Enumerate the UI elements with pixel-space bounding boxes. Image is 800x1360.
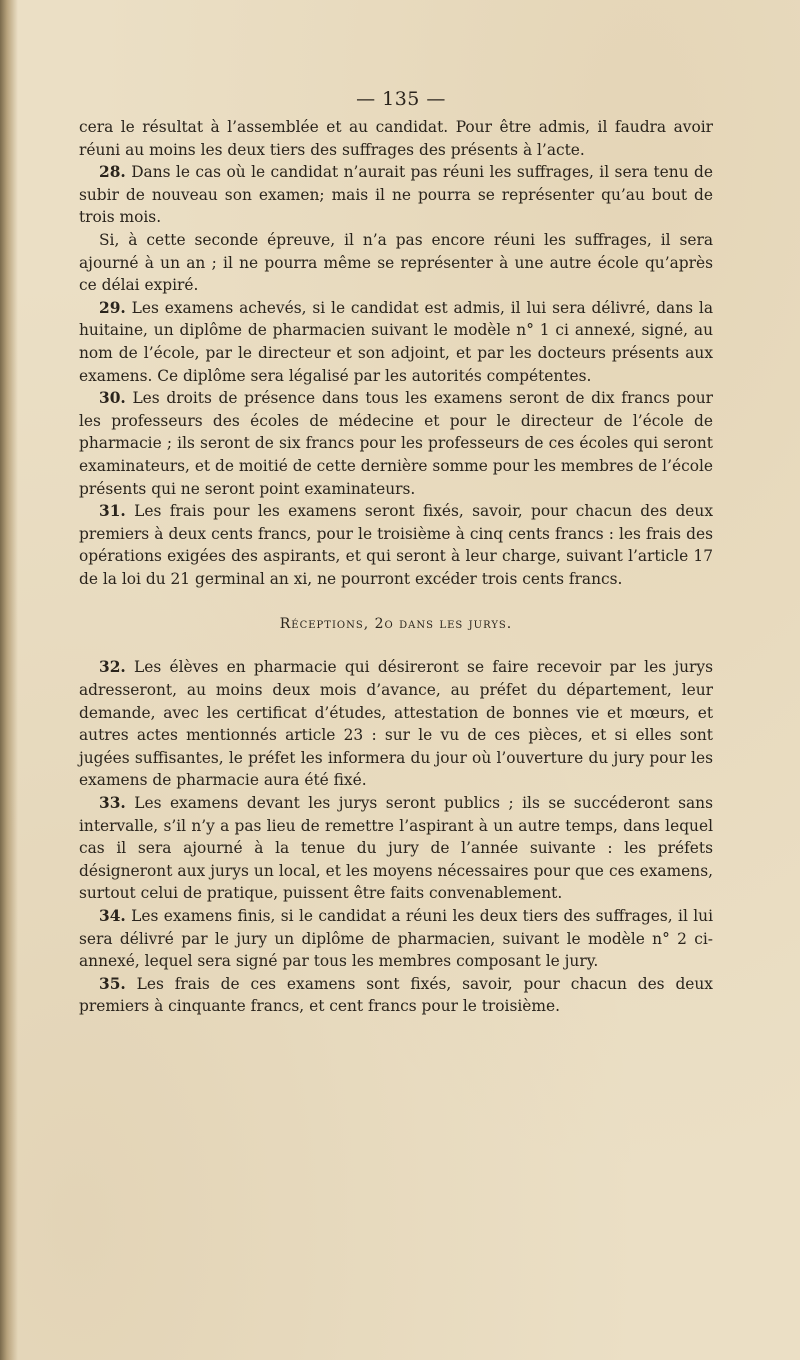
text-block bbox=[79, 88, 713, 1018]
paragraph bbox=[79, 116, 713, 161]
paragraph bbox=[79, 297, 713, 387]
paragraph-text: Dans le cas où le candidat n’aurait pas réuni les suffrages, il sera tenu de subir de nouveau son examen; mais il ne pourra se représenter qu’au bout de trois mois. bbox=[79, 163, 713, 227]
article-number: 34. bbox=[99, 907, 126, 925]
article-number: 31. bbox=[99, 502, 126, 521]
article-number: 32. bbox=[99, 658, 126, 677]
paragraph-text: Les examens finis, si le candidat a réuni les deux tiers des suffrages, il lui sera délivré par le jury un diplôme de pharmacien, suivant le modèle n° 2 ci-annexé, lequel sera signé par tous les membres composant le jury. bbox=[79, 907, 713, 971]
article-number: 33. bbox=[99, 794, 126, 813]
paragraph-text: Les examens achevés, si le candidat est admis, il lui sera délivré, dans la huitaine, un diplôme de pharmacien suivant le modèle n° 1 ci annexé, signé, au nom de l’école, par le directeur et son adjoint, et par les docteurs présents aux examens. Ce diplôme sera légalisé par les autorités compétentes. bbox=[79, 298, 713, 385]
paragraph-text: Les droits de présence dans tous les examens seront de dix francs pour les professeurs des écoles de médecine et pour le directeur de l’école de pharmacie ; ils seront de six francs pour les professeurs de ces écoles qui seront examinateurs, et de moitié de cette dernière somme pour les membres de l’école présents qui ne seront point examinateurs. bbox=[79, 389, 713, 498]
article-number: 29. bbox=[99, 298, 126, 317]
article-number: 28. bbox=[99, 163, 126, 182]
page-gutter bbox=[0, 0, 18, 1360]
paragraph-text: cera le résultat à l’assemblée et au candidat. Pour être admis, il faudra avoir réuni au moins les deux tiers des suffrages des présents à l’acte. bbox=[79, 118, 713, 159]
page-number: — 135 — bbox=[356, 88, 446, 110]
paragraph bbox=[79, 656, 713, 792]
paragraph bbox=[79, 973, 713, 1018]
paragraph-text: Les élèves en pharmacie qui désireront se faire recevoir par les jurys adresseront, au moins deux mois d’avance, au préfet du département, leur demande, avec les certificat d’études, attestation de bonnes vie et mœurs, et autres actes mentionnés article 23 : sur le vu de ces pièces, et si elles sont jugées suffisantes, le préfet les informera du jour où l’ouverture du jury pour les examens de pharmacie aura été fixé. bbox=[79, 658, 713, 790]
paragraph-text: Si, à cette seconde épreuve, il n’a pas encore réuni les suffrages, il sera ajourné à un an ; il ne pourra même se représenter à une autre école qu’après ce délai expiré. bbox=[79, 230, 713, 295]
paragraph bbox=[79, 792, 713, 905]
paragraph bbox=[79, 229, 713, 297]
article-number: 35. bbox=[99, 974, 126, 993]
section-heading: Réceptions, 2o dans les jurys. bbox=[279, 616, 513, 633]
paragraph bbox=[79, 387, 713, 500]
paragraph-text: Les frais de ces examens sont fixés, savoir, pour chacun des deux premiers à cinquante francs, et cent francs pour le troisième. bbox=[79, 974, 713, 1016]
paragraph bbox=[79, 161, 713, 229]
paragraph bbox=[79, 905, 713, 973]
paragraph-text: Les frais pour les examens seront fixés, savoir, pour chacun des deux premiers à deux cents francs, pour le troisième à cinq cents francs : les frais des opérations exigées des aspirants, et qui seront à leur charge, suivant l’article 17 de la loi du 21 germinal an xi, ne pourront excéder trois cents francs. bbox=[79, 502, 713, 588]
paragraph-text: Les examens devant les jurys seront publics ; ils se succéderont sans intervalle, s’il n’y a pas lieu de remettre l’aspirant à un autre temps, dans lequel cas il sera ajourné à la tenue du jury de l’année suivante : les préfets désigneront aux jurys un local, et les moyens nécessaires pour que ces examens, surtout celui de pratique, puissent être faits convenablement. bbox=[79, 794, 713, 903]
paragraph bbox=[79, 500, 713, 590]
article-number: 30. bbox=[99, 389, 126, 408]
